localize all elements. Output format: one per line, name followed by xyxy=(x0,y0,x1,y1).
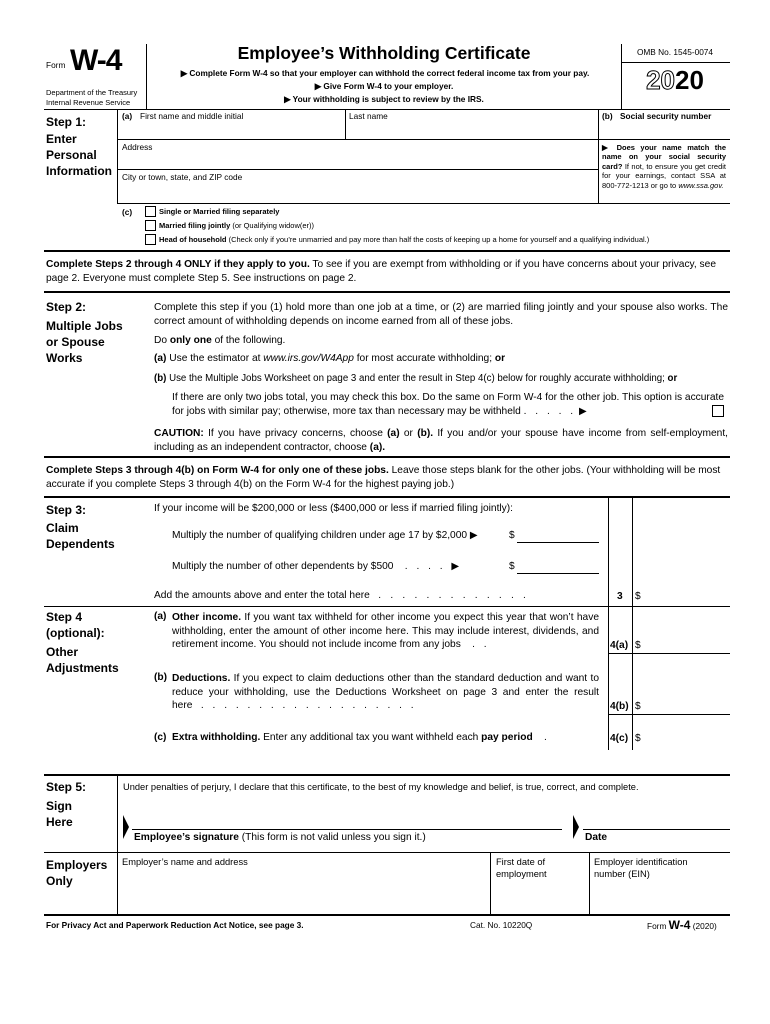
step-5-sub2: Here xyxy=(46,815,73,829)
date-label: Date xyxy=(585,832,608,843)
notice-steps-3-4b: Complete Steps 3 through 4(b) on Form W-4 for only one of these jobs. Leave those steps blank for the other jobs. (Your withholding will be most accurate if you complete Steps 3 through 4(b) on the Form W-4 for the highest paying job.) xyxy=(46,465,721,490)
step-5-title: Step 5: xyxy=(46,780,87,794)
first-name-label: First name and middle initial xyxy=(140,111,244,121)
instruction-1: ▶ Complete Form W-4 so that your employer can withhold the correct federal income tax from your pay. xyxy=(180,68,590,78)
employers-only-title-1: Employers xyxy=(46,858,108,872)
last-name-field[interactable] xyxy=(346,121,598,139)
step-4-sub2: Adjustments xyxy=(46,661,119,675)
deductions-text: Deductions. If you expect to claim deductions other than the standard deduction and want to reduce your withholding, use the Deductions Worksheet on page 3 and enter the result here . . . . . . . . . . . . . . . . . . . xyxy=(172,673,599,711)
instruction-2: ▶ Give Form W-4 to your employer. xyxy=(314,81,454,91)
single-checkbox[interactable] xyxy=(145,206,156,217)
signature-arrow-icon xyxy=(122,815,130,839)
footer-form-id: Form W-4 (2020) xyxy=(647,918,717,932)
signature-label: Employee’s signature (This form is not valid unless you sign it.) xyxy=(134,832,426,843)
extra-withholding-text: Extra withholding. Enter any additional tax you want withheld each pay period . xyxy=(172,732,547,743)
first-name-field[interactable] xyxy=(118,121,345,139)
children-amount-field[interactable] xyxy=(517,530,599,543)
employer-name-label: Employer’s name and address xyxy=(122,857,248,867)
irs-w4app-link[interactable]: www.irs.gov/W4App xyxy=(263,353,354,364)
two-jobs-checkbox[interactable] xyxy=(712,405,724,417)
step-3-intro: If your income will be $200,000 or less ($400,000 or less if married filing jointly): xyxy=(154,503,513,514)
step-2-sub3: Works xyxy=(46,351,83,365)
step-2-sub2: or Spouse xyxy=(46,335,105,349)
line-4a-number: 4(a) xyxy=(610,640,629,651)
address-label: Address xyxy=(122,142,153,152)
ssn-match-note: ▶ Does your name match the name on your social security card? If not, to ensure you get credit for your earnings, contact SSA at 800-772-1213 or go to www.ssa.gov. xyxy=(602,143,726,190)
single-label: Single or Married filing separately xyxy=(159,207,280,216)
married-jointly-label: Married filing jointly (or Qualifying widow(er)) xyxy=(159,221,315,230)
city-state-zip-label: City or town, state, and ZIP code xyxy=(122,172,243,182)
step-3-sub2: Dependents xyxy=(46,537,115,551)
step-5-sub1: Sign xyxy=(46,799,72,813)
married-jointly-checkbox[interactable] xyxy=(145,220,156,231)
address-field[interactable] xyxy=(118,152,598,169)
step-4-optional: (optional): xyxy=(46,626,105,640)
omb-number: OMB No. 1545-0074 xyxy=(636,47,714,57)
ssn-label: Social security number xyxy=(620,111,712,121)
step-3-sub1: Claim xyxy=(46,521,79,535)
line-4b-number: 4(b) xyxy=(610,701,629,712)
notice-steps-2-4: Complete Steps 2 through 4 ONLY if they apply to you. To see if you are exempt from withholding or if you have concerns about your privacy, see page 2. Everyone must complete Step 5. See instructions on page 2. xyxy=(46,259,716,284)
line-3-number: 3 xyxy=(617,591,623,602)
irs-line: Internal Revenue Service xyxy=(46,98,131,107)
page-title: Employee’s Withholding Certificate xyxy=(237,43,531,63)
tax-year: 2020 xyxy=(646,65,704,95)
step-4-sub1: Other xyxy=(46,645,79,659)
signature-date-field[interactable] xyxy=(583,806,729,828)
ein-field[interactable] xyxy=(590,881,729,913)
form-number: W-4 xyxy=(70,44,122,77)
head-of-household-label: Head of household (Check only if you’re unmarried and pay more than half the costs of keeping up a home for yourself and a qualifying individual.) xyxy=(159,235,650,244)
ein-label-1: Employer identification xyxy=(594,857,688,867)
employer-name-field[interactable] xyxy=(118,869,489,913)
city-state-zip-field[interactable] xyxy=(118,182,598,202)
step-2-option-c: If there are only two jobs total, you may check this box. Do the same on Form W-4 for the other job. This option is accurate for jobs with similar pay; otherwise, more tax than necessary may be withheld . . . . . ▶ xyxy=(172,392,724,417)
other-income-text: Other income. If you want tax withheld for other income you expect this year that won’t have withholding, enter the amount of other income here. This may include interest, dividends, and retirement income. You should not include income from any jobs . . xyxy=(172,612,599,650)
step-2-sub1: Multiple Jobs xyxy=(46,319,123,333)
head-of-household-checkbox[interactable] xyxy=(145,234,156,245)
step-2-title: Step 2: xyxy=(46,300,87,314)
first-date-label-1: First date of xyxy=(496,857,546,867)
privacy-notice: For Privacy Act and Paperwork Reduction Act Notice, see page 3. xyxy=(46,920,304,930)
step-2-caution: CAUTION: If you have privacy concerns, choose (a) or (b). If you and/or your spouse have income from self-employment, including as an independent contractor, choose (a). xyxy=(154,428,728,453)
step-1-title: Step 1: xyxy=(46,115,87,129)
ssn-field[interactable] xyxy=(599,121,730,139)
step-2-only-one: Do only one of the following. xyxy=(154,335,286,346)
step-4-title: Step 4 xyxy=(46,610,83,624)
form-word: Form xyxy=(46,60,66,70)
step-2-option-b: (b) Use the Multiple Jobs Worksheet on page 3 and enter the result in Step 4(c) below for roughly accurate withholding; or xyxy=(154,373,678,384)
step-1-sub3: Information xyxy=(46,164,112,178)
step-2-option-a: (a) Use the estimator at www.irs.gov/W4App for most accurate withholding; or xyxy=(154,353,506,364)
other-dependents-amount-field[interactable] xyxy=(517,561,599,574)
step-1-sub2: Personal xyxy=(46,148,97,162)
instruction-3: ▶ Your withholding is subject to review by the IRS. xyxy=(284,94,484,104)
line-4c-number: 4(c) xyxy=(610,733,629,744)
employers-only-title-2: Only xyxy=(46,874,73,888)
department-line: Department of the Treasury xyxy=(46,88,138,97)
step-1-sub1: Enter xyxy=(46,132,77,146)
other-income-field[interactable] xyxy=(643,636,729,653)
employee-signature-field[interactable] xyxy=(132,806,562,828)
first-date-employment-field[interactable] xyxy=(491,881,588,913)
deductions-field[interactable] xyxy=(643,697,729,714)
step-2-intro: Complete this step if you (1) hold more than one job at a time, or (2) are married filing jointly and your spouse also works. The correct amount of withholding depends on income earned from all of these jobs. xyxy=(154,302,728,327)
catalog-number: Cat. No. 10220Q xyxy=(470,920,533,930)
date-arrow-icon xyxy=(572,815,580,839)
step-3-title: Step 3: xyxy=(46,503,87,517)
last-name-label: Last name xyxy=(349,111,388,121)
children-label: Multiply the number of qualifying children under age 17 by $2,000 ▶ xyxy=(172,530,478,541)
add-total-label: Add the amounts above and enter the total here . . . . . . . . . . . . . xyxy=(154,590,530,601)
ssa-link[interactable]: www.ssa.gov. xyxy=(678,180,724,190)
other-dependents-label: Multiply the number of other dependents by $500 . . . . ▶ xyxy=(172,561,463,572)
line-3-amount-field[interactable] xyxy=(643,586,729,606)
extra-withholding-field[interactable] xyxy=(643,728,729,748)
perjury-statement: Under penalties of perjury, I declare that this certificate, to the best of my knowledge and belief, is true, correct, and complete. xyxy=(123,782,639,792)
ein-label-2: number (EIN) xyxy=(594,869,650,879)
first-date-label-2: employment xyxy=(496,869,547,879)
